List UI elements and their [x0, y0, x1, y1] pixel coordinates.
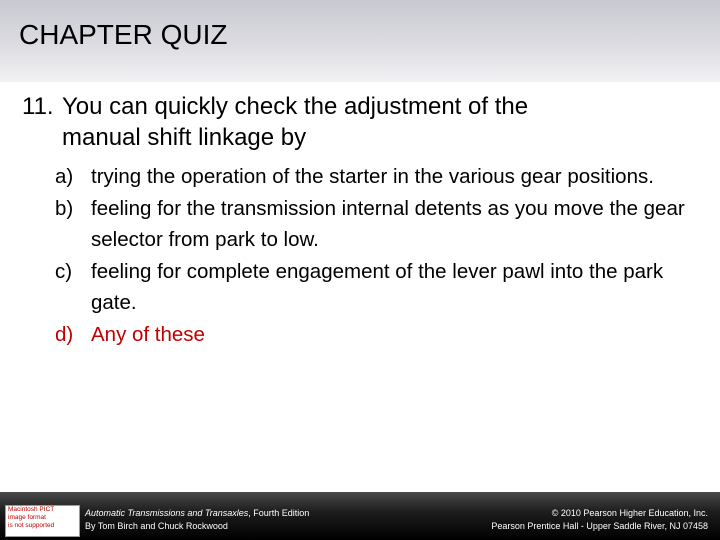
copyright-text: © 2010 Pearson Higher Education, Inc. — [551, 508, 708, 518]
option-letter: c) — [55, 259, 73, 283]
footer-book-info — [85, 507, 309, 533]
publisher-logo-placeholder — [5, 505, 80, 537]
option-d-correct-answer — [55, 319, 705, 351]
footer-bar — [0, 492, 720, 540]
answer-options — [55, 161, 705, 350]
book-title: Automatic Transmissions and Transaxles — [85, 508, 249, 518]
book-authors: By Tom Birch and Chuck Rockwood — [85, 521, 228, 531]
question-number: 11. — [22, 93, 54, 120]
option-letter: b) — [55, 196, 74, 220]
option-a — [55, 161, 705, 193]
question — [22, 91, 528, 153]
option-text: Any of these — [91, 322, 205, 346]
question-text-line2: manual shift linkage by — [62, 124, 307, 151]
question-text-line1: You can quickly check the adjustment of the — [62, 93, 529, 120]
logo-text-line: is not supported — [8, 522, 55, 529]
option-letter: a) — [55, 165, 74, 188]
option-text: trying the operation of the starter in the various gear positions. — [91, 165, 654, 188]
book-edition: , Fourth Edition — [248, 508, 310, 518]
option-b — [55, 193, 705, 256]
option-text: feeling for the transmission internal detents as you move the gear selector from park to low. — [91, 196, 685, 251]
option-letter: d) — [55, 322, 74, 346]
option-text: feeling for complete engagement of the lever pawl into the park gate. — [91, 259, 664, 314]
footer-copyright — [491, 507, 708, 533]
option-c — [55, 256, 705, 319]
logo-text-line: image format — [8, 514, 46, 521]
slide-title: CHAPTER QUIZ — [19, 19, 228, 50]
publisher-text: Pearson Prentice Hall - Upper Saddle River, NJ 07458 — [491, 521, 708, 531]
logo-text-line: Macintosh PICT — [8, 506, 55, 513]
